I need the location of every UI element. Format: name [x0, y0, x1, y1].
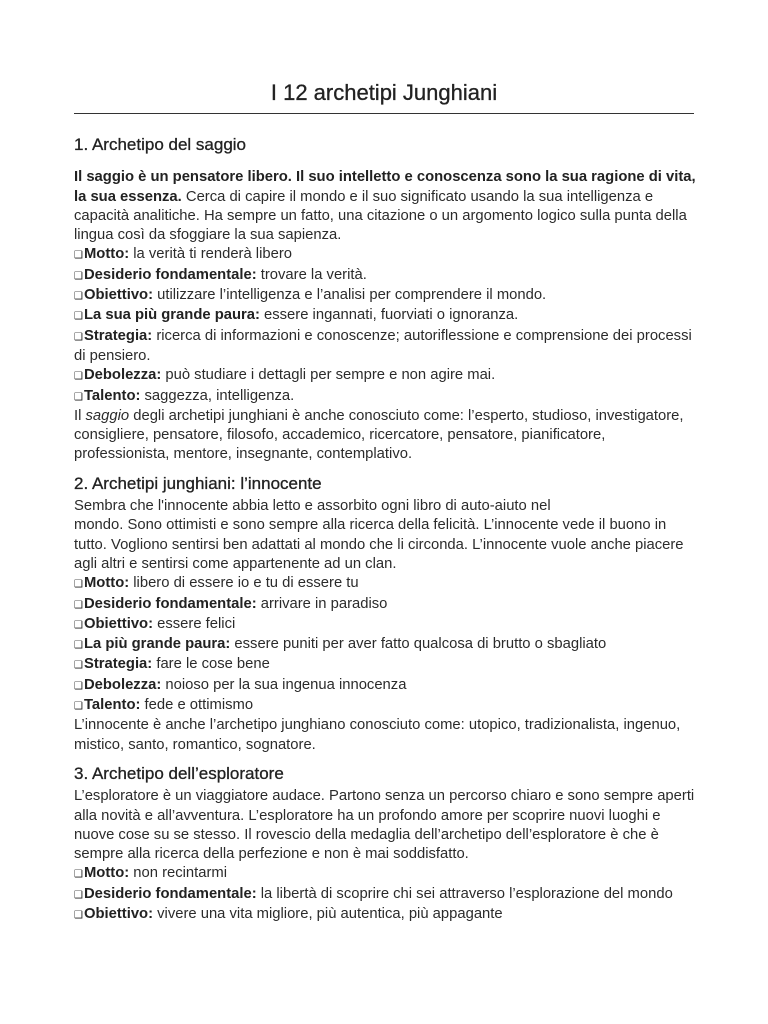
page-title: I 12 archetipi Junghiani [270, 80, 498, 105]
item-label: Obiettivo: [83, 615, 154, 632]
section-intro [74, 168, 698, 245]
list-item [74, 306, 698, 326]
item-text: essere felici [153, 615, 236, 632]
list-item [74, 366, 698, 386]
list-item [74, 696, 698, 716]
section-intro-line: Sembra che l'innocente abbia letto e assorbito ogni libro di auto-aiuto nel [74, 498, 551, 515]
section-intro: L’esploratore è un viaggiatore audace. Partono senza un percorso chiaro e sono sempre aperti alla novità e all’avventura. L’esploratore ha un profondo amore per scoprire nuovi luoghi e nuove cose su se stesso. Il rovescio della medaglia dell’archetipo dell’esploratore è che è sempre alla ricerca della perfezione e non è mai soddisfatto. [74, 788, 695, 863]
item-text: ricerca di informazioni e conoscenze; autoriflessione e comprensione dei processi di pensiero. [74, 327, 692, 364]
document-body [74, 120, 698, 925]
item-text: può studiare i dettagli per sempre e non agire mai. [161, 367, 496, 384]
item-text: utilizzare l’intelligenza e l’analisi per comprendere il mondo. [153, 287, 547, 304]
item-text: essere ingannati, fuorviati o ignoranza. [259, 307, 519, 324]
list-item [74, 635, 698, 655]
section-outro: Il saggio degli archetipi junghiani è anche conosciuto come: l’esperto, studioso, investigatore, consigliere, pensatore, filosofo, accademico, ricercatore, pensatore, pianificatore, professionista, mentore, insegnante, contemplativo. [74, 407, 684, 463]
list-item [74, 266, 698, 286]
item-text: trovare la verità. [256, 266, 367, 283]
section-outro: L’innocente è anche l’archetipo junghiano conosciuto come: utopico, tradizionalista, ingenuo, mistico, santo, romantico, sognatore. [74, 717, 681, 753]
item-text: libero di essere io e tu di essere tu [129, 575, 359, 592]
item-label: Motto: [83, 575, 130, 592]
list-item [74, 387, 698, 407]
section-saggio [74, 135, 698, 465]
list-item [74, 327, 698, 367]
item-text: la verità ti renderà libero [129, 246, 293, 263]
list-item [74, 595, 698, 615]
list-item [74, 245, 698, 265]
item-text: fare le cose bene [152, 656, 270, 673]
item-label: Talento: [83, 697, 141, 714]
item-text: vivere una vita migliore, più autentica, più appagante [153, 905, 503, 922]
item-label: Strategia: [83, 327, 153, 344]
item-text: essere puniti per aver fatto qualcosa di brutto o sbagliato [230, 636, 607, 653]
item-text: noioso per la sua ingenua innocenza [161, 676, 407, 693]
item-label: Motto: [83, 246, 130, 263]
intro-bold: Il saggio è un pensatore libero. Il suo intelletto e conoscenza sono la sua ragione di vita, la sua essenza. [74, 169, 696, 205]
section-heading: 3. Archetipo dell’esploratore [74, 763, 284, 783]
item-text: saggezza, intelligenza. [140, 387, 295, 404]
section-heading: 2. Archetipi junghiani: l’innocente [74, 473, 322, 493]
list-item [74, 655, 698, 675]
list-item [74, 286, 698, 306]
list-item [74, 615, 698, 635]
item-label: Obiettivo: [83, 905, 154, 922]
item-label: Debolezza: [83, 367, 162, 384]
list-item [74, 864, 698, 884]
item-label: Debolezza: [83, 676, 162, 693]
item-label: Desiderio fondamentale: [83, 266, 257, 283]
item-label: La più grande paura: [83, 636, 231, 653]
item-text: la libertà di scoprire chi sei attraverso l’esplorazione del mondo [256, 885, 673, 902]
item-label: Strategia: [83, 656, 153, 673]
title-divider [74, 113, 694, 114]
item-text: fede e ottimismo [140, 697, 254, 714]
list-item [74, 905, 698, 925]
item-text: arrivare in paradiso [256, 595, 388, 612]
item-label: La sua più grande paura: [83, 307, 260, 324]
item-label: Obiettivo: [83, 287, 154, 304]
item-label: Motto: [83, 865, 130, 882]
section-heading: 1. Archetipo del saggio [74, 135, 247, 154]
italic-term: saggio [85, 407, 130, 424]
item-text: non recintarmi [129, 865, 228, 882]
item-label: Desiderio fondamentale: [83, 595, 257, 612]
section-esploratore [74, 764, 698, 925]
list-item [74, 574, 698, 594]
list-item [74, 676, 698, 696]
item-label: Talento: [83, 387, 141, 404]
list-item [74, 885, 698, 905]
intro-text: Cerca di capire il mondo e il suo significato usando la sua intelligenza e capacità analitiche. Ha sempre un fatto, una citazione o un argomento logico sulla punta della lingua così da sfoggiare la sua sapienza. [74, 188, 687, 244]
item-label: Desiderio fondamentale: [83, 885, 257, 902]
section-intro: mondo. Sono ottimisti e sono sempre alla ricerca della felicità. L’innocente vede il buono in tutto. Vogliono sentirsi ben adattati al mondo che li circonda. L’innocente vuole anche piacere agli altri e sentirsi come appartenente ad un clan. [74, 517, 684, 572]
section-innocente [74, 474, 698, 755]
